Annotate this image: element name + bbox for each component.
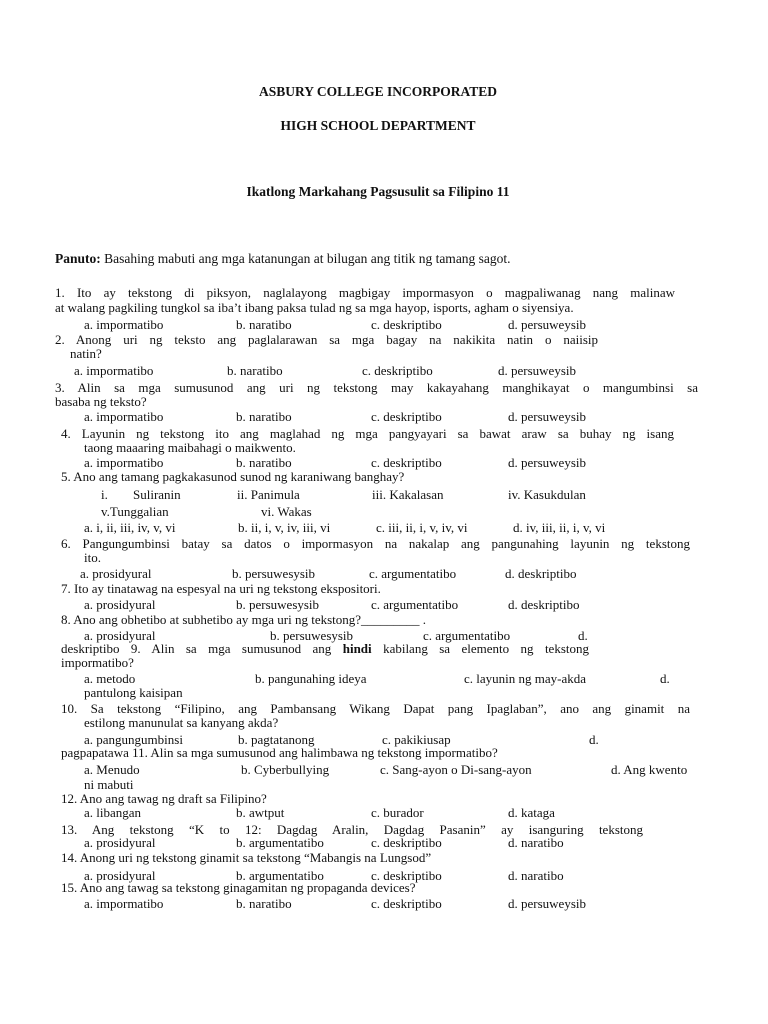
q12-line1: 12. Ano ang tawag ng draft sa Filipino? [61, 791, 267, 806]
q11-option-c[interactable]: c. Sang-ayon o Di-sang-ayon [380, 762, 532, 777]
q1-option-d[interactable]: d. persuweysib [508, 317, 586, 332]
q12-option-d[interactable]: d. kataga [508, 805, 555, 820]
q14-option-a[interactable]: a. prosidyural [84, 868, 156, 883]
q4-line1: 4. Layunin ng tekstong ito ang maglahad ng mga pangyayari sa bawat araw sa buhay ng isang [61, 426, 674, 441]
q12-option-a[interactable]: a. libangan [84, 805, 142, 820]
q12-option-b[interactable]: b. awtput [236, 805, 285, 820]
q8-option-a[interactable]: a. prosidyural [84, 628, 156, 643]
q14-option-c[interactable]: c. deskriptibo [371, 868, 442, 883]
department-name: HIGH SCHOOL DEPARTMENT [280, 118, 476, 133]
instructions-text: Basahing mabuti ang mga katanungan at bilugan ang titik ng tamang sagot. [100, 251, 511, 266]
q7-line1: 7. Ito ay tinatawag na espesyal na uri ng tekstong ekspositori. [61, 581, 381, 596]
q5-option-c[interactable]: c. iii, ii, i, v, iv, vi [376, 520, 468, 535]
q4-option-b[interactable]: b. naratibo [236, 455, 292, 470]
q1-option-c[interactable]: c. deskriptibo [371, 317, 442, 332]
q5-item-tunggalian: v.Tunggalian [101, 504, 169, 519]
q5-item-suliranin: Suliranin [133, 487, 181, 502]
q10-option-c[interactable]: c. pakikiusap [382, 732, 451, 747]
q7-option-c[interactable]: c. argumentatibo [371, 597, 459, 612]
q11-option-a[interactable]: a. Menudo [84, 762, 140, 777]
q11-line1: pagpapatawa 11. Alin sa mga sumusunod ang halimbawa ng tekstong impormatibo? [61, 745, 498, 760]
q5-item-panimula: ii. Panimula [237, 487, 300, 502]
q13-option-a[interactable]: a. prosidyural [84, 835, 156, 850]
q4-option-d[interactable]: d. persuweysib [508, 455, 586, 470]
q14-option-b[interactable]: b. argumentatibo [236, 868, 324, 883]
q15-option-d[interactable]: d. persuweysib [508, 896, 586, 911]
q10-option-d[interactable]: d. [589, 732, 599, 747]
q3-option-d[interactable]: d. persuweysib [508, 409, 586, 424]
q2-line2: natin? [70, 346, 102, 361]
exam-title: Ikatlong Markahang Pagsusulit sa Filipino 11 [246, 184, 510, 199]
q2-option-b[interactable]: b. naratibo [227, 363, 283, 378]
instructions [55, 251, 511, 267]
q4-option-c[interactable]: c. deskriptibo [371, 455, 442, 470]
q9-text-post: kabilang sa elemento ng tekstong [371, 641, 589, 656]
q9-emphasis-hindi: hindi [342, 641, 372, 656]
q8-option-b[interactable]: b. persuwesysib [270, 628, 354, 643]
q2-option-c[interactable]: c. deskriptibo [362, 363, 433, 378]
q6-option-c[interactable]: c. argumentatibo [369, 566, 457, 581]
q6-option-b[interactable]: b. persuwesysib [232, 566, 316, 581]
q9-option-a[interactable]: a. metodo [84, 671, 136, 686]
q5-option-a[interactable]: a. i, ii, iii, iv, v, vi [84, 520, 176, 535]
q7-option-b[interactable]: b. persuwesysib [236, 597, 320, 612]
q10-line1: 10. Sa tekstong “Filipino, ang Pambansang Wikang Dapat pang Ipaglaban”, ano ang ginamit na [61, 701, 690, 716]
q11-option-d-continued: ni mabuti [84, 777, 134, 792]
q13-option-d[interactable]: d. naratibo [508, 835, 564, 850]
q15-option-c[interactable]: c. deskriptibo [371, 896, 442, 911]
q1-option-a[interactable]: a. impormatibo [84, 317, 164, 332]
q5-option-b[interactable]: b. ii, i, v, iv, iii, vi [238, 520, 331, 535]
q15-line1: 15. Ano ang tawag sa tekstong ginagamitan ng propaganda devices? [61, 880, 416, 895]
q4-option-a[interactable]: a. impormatibo [84, 455, 164, 470]
q7-option-a[interactable]: a. prosidyural [84, 597, 156, 612]
q5-item-wakas: vi. Wakas [261, 504, 312, 519]
q12-option-c[interactable]: c. burador [371, 805, 424, 820]
q8-answer-blank[interactable]: _________ . [361, 612, 427, 627]
q14-line1: 14. Anong uri ng tekstong ginamit sa tekstong “Mabangis na Lungsod” [61, 850, 432, 865]
q9-option-c[interactable]: c. layunin ng may-akda [464, 671, 587, 686]
q1-option-b[interactable]: b. naratibo [236, 317, 292, 332]
q9-option-d[interactable]: d. [660, 671, 670, 686]
q3-line1: 3. Alin sa mga sumusunod ang uri ng tekstong may kakayahang manghikayat o mangumbinsi sa [55, 380, 698, 395]
q9-option-d-continued: pantulong kaisipan [84, 685, 183, 700]
q3-option-b[interactable]: b. naratibo [236, 409, 292, 424]
school-name: ASBURY COLLEGE INCORPORATED [258, 84, 498, 99]
q9-text-pre: deskriptibo 9. Alin sa mga sumusunod ang [61, 641, 343, 656]
q13-line1: 13. Ang tekstong “K to 12: Dagdag Aralin, Dagdag Pasanin” ay isanguring tekstong [61, 822, 643, 837]
q5-line1: 5. Ano ang tamang pagkakasunod sunod ng karaniwang banghay? [61, 469, 405, 484]
q2-option-d[interactable]: d. persuweysib [498, 363, 576, 378]
q6-line2: ito. [84, 550, 101, 565]
q5-item-kakalasan: iii. Kakalasan [372, 487, 444, 502]
instructions-label: Panuto: [55, 251, 101, 266]
q8-question-text: 8. Ano ang obhetibo at subhetibo ay mga uri ng tekstong? [61, 612, 362, 627]
q1-line2: at walang pagkiling tungkol sa iba’t ibang paksa tulad ng sa mga hayop, isports, agham o siyensiya. [55, 300, 574, 315]
q13-option-b[interactable]: b. argumentatibo [236, 835, 324, 850]
q6-option-a[interactable]: a. prosidyural [80, 566, 152, 581]
q5-item-numeral-i: i. [101, 487, 108, 502]
q6-option-d[interactable]: d. deskriptibo [505, 566, 577, 581]
q11-option-b[interactable]: b. Cyberbullying [241, 762, 330, 777]
q10-option-a[interactable]: a. pangungumbinsi [84, 732, 183, 747]
q9-line2: impormatibo? [61, 655, 134, 670]
q15-option-a[interactable]: a. impormatibo [84, 896, 164, 911]
q8-line1 [61, 612, 426, 628]
q3-option-c[interactable]: c. deskriptibo [371, 409, 442, 424]
q8-option-d[interactable]: d. [578, 628, 588, 643]
q2-line1: 2. Anong uri ng teksto ang paglalarawan sa mga bagay na nakikita natin o naiisip [55, 332, 598, 347]
q9-line1 [61, 641, 589, 657]
q5-item-kasukdulan: iv. Kasukdulan [508, 487, 586, 502]
q10-line2: estilong manunulat sa kanyang akda? [84, 715, 279, 730]
q7-option-d[interactable]: d. deskriptibo [508, 597, 580, 612]
q15-option-b[interactable]: b. naratibo [236, 896, 292, 911]
q9-option-b[interactable]: b. pangunahing ideya [255, 671, 367, 686]
q11-option-d[interactable]: d. Ang kwento [611, 762, 688, 777]
q10-option-b[interactable]: b. pagtatanong [238, 732, 315, 747]
q13-option-c[interactable]: c. deskriptibo [371, 835, 442, 850]
q6-line1: 6. Pangungumbinsi batay sa datos o impormasyon na nakalap ang pangunahing layunin ng tekstong [61, 536, 690, 551]
q3-line2: basaba ng teksto? [55, 394, 147, 409]
q3-option-a[interactable]: a. impormatibo [84, 409, 164, 424]
q14-option-d[interactable]: d. naratibo [508, 868, 564, 883]
q2-option-a[interactable]: a. impormatibo [74, 363, 154, 378]
q5-option-d[interactable]: d. iv, iii, ii, i, v, vi [513, 520, 606, 535]
q8-option-c[interactable]: c. argumentatibo [423, 628, 511, 643]
q1-line1: 1. Ito ay tekstong di piksyon, naglalayong magbigay impormasyon o magpaliwanag nang malinaw [55, 285, 675, 300]
q4-line2: taong maaaring maibahagi o maikwento. [84, 440, 296, 455]
